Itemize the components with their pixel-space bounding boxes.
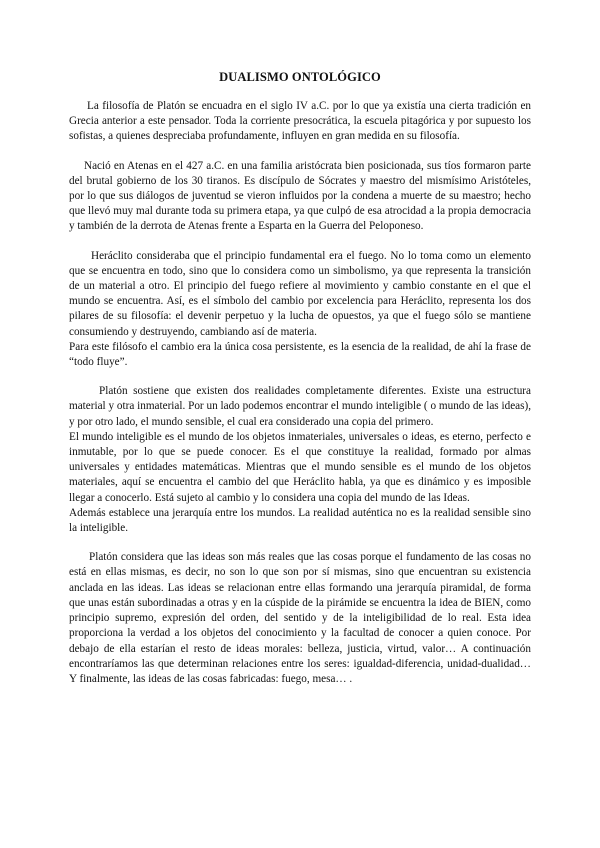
paragraph-text: El mundo inteligible es el mundo de los objetos inmateriales, universales o ideas, es eterno, perfecto e inmutable, por lo que se puede conocer. Es el que constituye la realidad, formado por almas universales y entidades matemáticas. Mientras que el mundo sensible es el mundo de los objetos materiales, aquí se encuentra el cambio del que Heráclito habla, ya que es dinámico y es imposible llegar a conocerlo. Está sujeto al cambio y lo considera una copia del mundo de las Ideas.: [69, 430, 531, 504]
paragraph-text: Heráclito consideraba que el principio fundamental era el fuego. No lo toma como un elemento que se encuentra en todo, sino que lo considera como un simbolismo, ya que representa la transición de un material a otro. El principio del fuego refiere al movimiento y cambio constante en el que el mundo se encuentra. Así, es el símbolo del cambio por excelencia para Heráclito, representa los dos pilares de su filosofía: el devenir perpetuo y la lucha de opuestos, ya que el fuego sólo se mantiene consumiendo y destruyendo, cambiando así de materia.: [69, 249, 531, 338]
paragraph-dos-realidades: [69, 384, 531, 536]
paragraph-platon-context: [69, 99, 531, 145]
paragraph-text: La filosofía de Platón se encuadra en el siglo IV a.C. por lo que ya existía una cierta tradición en Grecia anterior a este pensador. Toda la corriente presocrática, la escuela pitagórica y por supuesto los sofistas, a quienes despreciaba profundamente, influyen en gran medida en su filosofía.: [69, 100, 531, 143]
paragraph-text: Además establece una jerarquía entre los mundos. La realidad auténtica no es la realidad sensible sino la inteligible.: [69, 506, 531, 535]
paragraph-text: Para este filósofo el cambio era la única cosa persistente, es la esencia de la realidad, de ahí la frase de “todo fluye”.: [69, 340, 531, 369]
paragraph-jerarquia-ideas: [69, 550, 531, 687]
paragraph-text: Platón considera que las ideas son más reales que las cosas porque el fundamento de las cosas no está en ellas mismas, es decir, no son lo que son por sí mismas, sino que encuentran su existencia anclada en las ideas. Las ideas se relacionan entre ellas formando una jerarquía piramidal, de forma que unas están subordinadas a otras y en la cúspide de la pirámide se encuentra la idea de BIEN, como principio supremo, expresión del orden, del sentido y de la inteligibilidad de lo real. Esta idea proporciona la verdad a los objetos del conocimiento y la facultad de conocer a quien conoce. Por debajo de ella estarían el resto de ideas morales: belleza, justicia, virtud, valor… A continuación encontraríamos las que determinan relaciones entre los seres: igualdad-diferencia, unidad-dualidad… Y finalmente, las ideas de las cosas fabricadas: fuego, mesa… .: [69, 551, 531, 685]
paragraph-text: Nació en Atenas en el 427 a.C. en una familia aristócrata bien posicionada, sus tíos formaron parte del brutal gobierno de los 30 tiranos. Es discípulo de Sócrates y maestro del mismísimo Aristóteles, por lo que sus diálogos de juventud se vieron influidos por la condena a muerte de su maestro; hecho que llevó muy mal durante toda su primera etapa, ya que culpó de esa atrocidad a la propia democracia y también de la derrota de Atenas frente a Esparta en la Guerra del Peloponeso.: [69, 159, 531, 233]
paragraph-platon-biography: [69, 159, 531, 235]
document-page: [69, 70, 531, 687]
paragraph-heraclito: [69, 249, 531, 371]
paragraph-text: Platón sostiene que existen dos realidades completamente diferentes. Existe una estructura material y otra inmaterial. Por un lado podemos encontrar el mundo inteligible ( o mundo de las ideas), y por otro lado, el mundo sensible, el cual era considerado una copia del primero.: [69, 385, 531, 428]
page-title: DUALISMO ONTOLÓGICO: [219, 70, 381, 84]
